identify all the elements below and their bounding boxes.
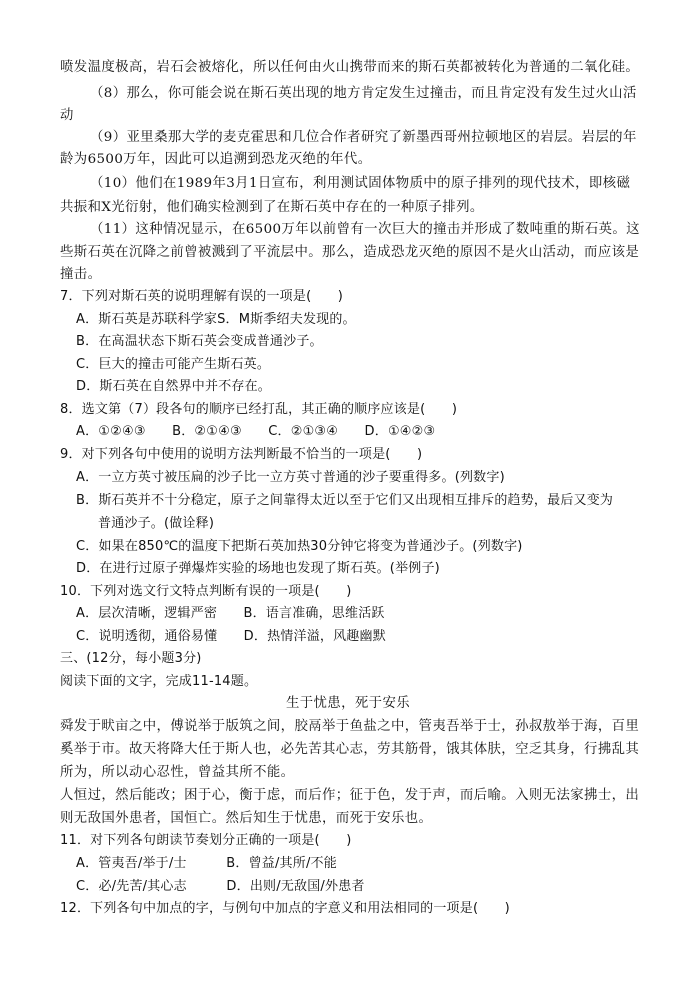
question-9-option-d: D．在进行过原子弹爆炸实验的场地也发现了斯石英。(举例子) <box>76 561 440 576</box>
classical-text-line: 奚举于市。故天将降大任于斯人也，必先苦其心志，劳其筋骨，饿其体肤，空乏其身，行拂乱其 <box>60 742 640 757</box>
question-10-stem: 10．下列对选文行文特点判断有误的一项是( ) <box>60 584 352 599</box>
question-7-option-c: C．巨大的撞击可能产生斯石英。 <box>76 357 271 372</box>
paragraph-11-line1: （11）这种情况显示，在6500万年以前曾有一次巨大的撞击并形成了数吨重的斯石英。这 <box>90 222 640 237</box>
question-11-options-cd: C．必/先苦/其心志 D．出则/无敌国/外患者 <box>76 879 365 894</box>
question-9-option-b-line1: B．斯石英并不十分稳定，原子之间靠得太近以至于它们又出现相互排斥的趋势，最后又变为 <box>76 493 614 508</box>
question-11-options-ab: A．管夷吾/举于/士 B．曾益/其所/不能 <box>76 856 337 871</box>
question-12-stem: 12．下列各句中加点的字，与例句中加点的字意义和用法相同的一项是( ) <box>60 901 510 916</box>
question-9-option-a: A．一立方英寸被压扁的沙子比一立方英寸普通的沙子要重得多。(列数字) <box>76 470 505 485</box>
paragraph-8-line1: （8）那么，你可能会说在斯石英出现的地方肯定发生过撞击，而且肯定没有发生过火山活 <box>90 86 637 101</box>
classical-text-line: 舜发于畎亩之中，傅说举于版筑之间，胶鬲举于鱼盐之中，管夷吾举于士，孙叔敖举于海，百里 <box>60 719 640 734</box>
question-7-option-a: A．斯石英是苏联科学家S．M斯季绍夫发现的。 <box>76 312 356 327</box>
paragraph-9-line2: 龄为6500万年，因此可以追溯到恐龙灭绝的年代。 <box>60 152 372 167</box>
classical-text-line: 人恒过，然后能改；困于心，衡于虑，而后作；征于色，发于声，而后喻。入则无法家拂士，出 <box>60 788 640 803</box>
paragraph-11-line2: 些斯石英在沉降之前曾被溅到了平流层中。那么，造成恐龙灭绝的原因不是火山活动，而应该是 <box>60 245 640 260</box>
section-3-instruction: 阅读下面的文字，完成11-14题。 <box>60 674 258 689</box>
question-10-options-cd: C．说明透彻，通俗易懂 D．热情洋溢，风趣幽默 <box>76 629 386 644</box>
classical-text-title: 生于忧患，死于安乐 <box>285 696 411 711</box>
section-3-heading: 三、(12分，每小题3分) <box>60 651 202 666</box>
paragraph-8-line2: 动 <box>60 108 74 123</box>
classical-text-line: 则无敌国外患者，国恒亡。然后知生于忧患，而死于安乐也。 <box>60 811 433 826</box>
paragraph-9-line1: （9）亚里桑那大学的麦克霍思和几位合作者研究了新墨西哥州拉顿地区的岩层。岩层的年 <box>90 130 637 145</box>
paragraph-10-line2: 共振和X光衍射，他们确实检测到了在斯石英中存在的一种原子排列。 <box>60 200 484 215</box>
question-11-stem: 11．对下列各句朗读节奏划分正确的一项是( ) <box>60 833 352 848</box>
question-9-option-c: C．如果在850℃的温度下把斯石英加热30分钟它将变为普通沙子。(列数字) <box>76 539 523 554</box>
passage-line: 喷发温度极高，岩石会被熔化，所以任何由火山携带而来的斯石英都被转化为普通的二氧化硅。 <box>60 60 640 75</box>
paragraph-11-line3: 撞击。 <box>60 267 102 282</box>
question-9-option-b-line2: 普通沙子。(做诠释) <box>98 516 215 531</box>
question-9-stem: 9．对下列各句中使用的说明方法判断最不恰当的一项是( ) <box>60 447 423 462</box>
question-10-options-ab: A．层次清晰，逻辑严密 B．语言准确，思维活跃 <box>76 606 385 621</box>
paragraph-10-line1: （10）他们在1989年3月1日宣布，利用测试固体物质中的原子排列的现代技术，即核磁 <box>90 176 631 191</box>
question-7-option-b: B．在高温状态下斯石英会变成普通沙子。 <box>76 334 323 349</box>
classical-text-line: 所为，所以动心忍性，曾益其所不能。 <box>60 765 295 780</box>
question-8-options: A．①②④③ B．②①④③ C．②①③④ D．①④②③ <box>76 424 436 439</box>
question-7-stem: 7．下列对斯石英的说明理解有误的一项是( ) <box>60 289 344 304</box>
question-8-stem: 8．选文第（7）段各句的顺序已经打乱，其正确的顺序应该是( ) <box>60 402 458 417</box>
question-7-option-d: D．斯石英在自然界中并不存在。 <box>76 379 272 394</box>
